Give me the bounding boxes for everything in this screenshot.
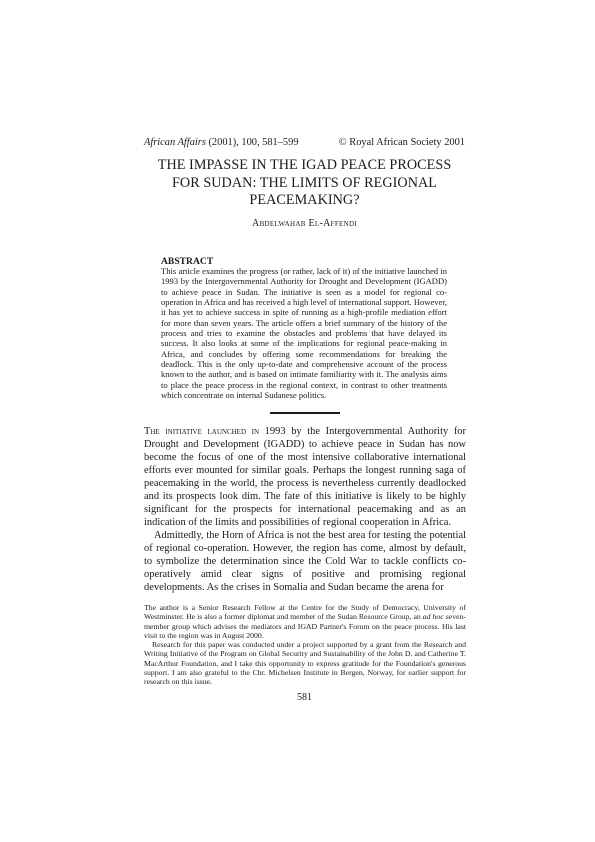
title-line-2: FOR SUDAN: THE LIMITS OF REGIONAL xyxy=(171,174,438,191)
title-line-1: THE IMPASSE IN THE IGAD PEACE PROCESS xyxy=(157,157,452,173)
running-header xyxy=(144,137,465,148)
page-number: 581 xyxy=(297,692,312,703)
copyright-notice: © Royal African Society 2001 xyxy=(338,137,465,148)
citation-details: (2001), 100, 581–599 xyxy=(205,137,299,148)
title-line-3: PEACEMAKING? xyxy=(249,192,360,208)
footnote-author-note xyxy=(144,603,466,640)
footnotes xyxy=(144,603,466,687)
body-paragraph-2: Admittedly, the Horn of Africa is not the best area for testing the potential of regional co-operation. However, the region has come, almost by default, to symbolize the determination since the Cold War to tackle conflicts co-operatively amid clear signs of positive and promising regional developments. As the crises in Somalia and Sudan became the arena for xyxy=(144,530,466,593)
footnote-1-italic: ad hoc xyxy=(422,612,444,622)
footnote-research-note: Research for this paper was conducted under a project supported by a grant from the Research and Writing Initiative of the Program on Global Security and Sustainability of the John D. and Catherine T. MacArthur Foundation, and I take this opportunity to express gratitude for the Foundation's generous support. I am also grateful to the Chr. Michelsen Institute in Bergen, Norway, for earlier support for research on this issue. xyxy=(144,640,466,687)
journal-citation xyxy=(144,137,299,148)
abstract-text: This article examines the progress (or rather, lack of it) of the initiative launched in 1993 by the Intergovernmental Authority for Drought and Development (IGADD) to achieve peace in Sudan. The initiative is seen as a model for regional co-operation in Africa and has received a high level of international support. However, it has yet to achieve success in spite of running as a high-profile mediation effort for more than seven years. The article offers a brief summary of the history of the process and tries to examine the obstacles and problems that have delayed its success. It also looks at some of the implications for regional peace-making in Africa, and concludes by offering some recommendations for breaking the deadlock. This is the only up-to-date and comprehensive account of the process known to the author, and is based on intimate familiarity with it. The analysis aims to place the peace process in the regional context, in contrast to other treatments which concentrate on internal Sudanese politics. xyxy=(161,266,447,401)
footnote-1-part-b: seven-member group which advises the mediators and IGAD Partner's Forum on the peace process. His last visit to the region was in August 2000. xyxy=(144,612,466,640)
paragraph-1-text: 1993 by the Intergovernmental Authority for Drought and Development (IGADD) to achieve peace in Sudan has now become the focus of one of the most intensive collaborative international efforts ever mounted for similar goals. Perhaps the longest running saga of peacemaking in the world, the process is nevertheless currently deadlocked and its prospects look dim. The fate of this initiative is likely to be highly significant for the prospects for international peacemaking and as an indication of the limits and possibilities of regional cooperation in Africa. xyxy=(144,426,466,528)
abstract-heading: ABSTRACT xyxy=(161,256,214,267)
body-text xyxy=(144,425,466,594)
footnote-1-part-a: The author is a Senior Research Fellow at the Centre for the Study of Democracy, University of Westminster. He is also a former diplomat and member of the Sudan Resource Group, an xyxy=(144,603,466,622)
body-paragraph-1 xyxy=(144,425,466,529)
author-name: Abdelwahab El-Affendi xyxy=(252,218,357,229)
lead-in-small-caps: The initiative launched in xyxy=(144,426,260,437)
journal-name: African Affairs xyxy=(144,137,206,148)
section-divider xyxy=(270,412,340,414)
article-title xyxy=(130,157,479,210)
